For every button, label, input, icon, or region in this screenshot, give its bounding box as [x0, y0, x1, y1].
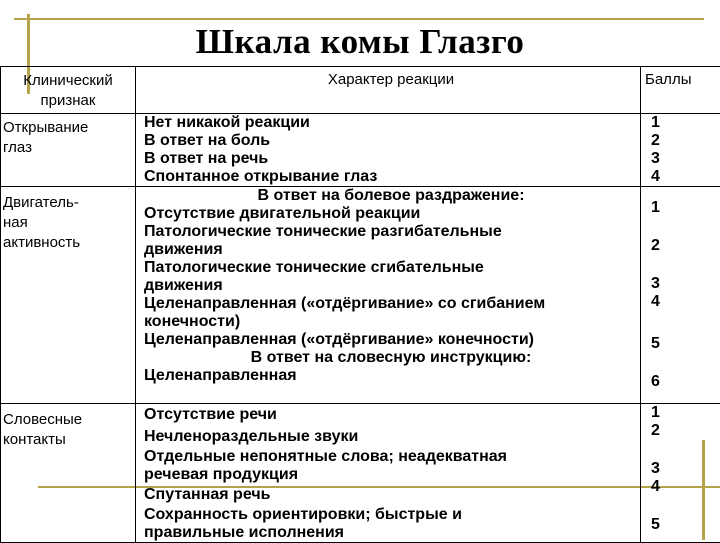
- sign-eyes: [1, 114, 136, 187]
- reaction-line: Патологические тонические разгибательные: [144, 223, 638, 241]
- sign-line: Открывание: [3, 118, 133, 138]
- reaction-line: Спонтанное открывание глаз: [144, 168, 638, 186]
- header-sign-line: признак: [3, 91, 133, 111]
- reaction-line: Спутанная речь: [144, 484, 638, 506]
- decorative-top-line: [14, 18, 704, 20]
- score-verbal: [641, 404, 720, 543]
- reaction-line: Целенаправленная: [144, 367, 638, 385]
- score-value: 1: [641, 199, 660, 217]
- reaction-line: правильные исполнения: [144, 524, 638, 542]
- sign-line: глаз: [3, 138, 133, 158]
- reaction-line: Нечленораздельные звуки: [144, 426, 638, 448]
- table-header-row: [1, 67, 720, 114]
- score-value: 2: [641, 132, 720, 150]
- sign-line: активность: [3, 233, 133, 253]
- score-value: 2: [641, 237, 660, 255]
- reaction-line: Нет никакой реакции: [144, 114, 638, 132]
- score-value: 5: [641, 516, 660, 534]
- sign-line: контакты: [3, 430, 133, 450]
- score-value: 1: [641, 404, 660, 422]
- slide-title: Шкала комы Глазго: [0, 22, 720, 62]
- reaction-line: Целенаправленная («отдёргивание» со сгибанием: [144, 295, 638, 313]
- reaction-line: Отсутствие речи: [144, 404, 638, 426]
- reaction-verbal: [136, 404, 641, 543]
- header-reaction: Характер реакции: [136, 67, 641, 114]
- score-value: 3: [641, 460, 660, 478]
- score-value: 1: [641, 114, 720, 132]
- reaction-line: конечности): [144, 313, 638, 331]
- sign-line: ная: [3, 213, 133, 233]
- score-motor: [641, 187, 720, 404]
- reaction-subheading: В ответ на словесную инструкцию:: [144, 349, 638, 367]
- table-row-verbal: [1, 404, 720, 543]
- score-value: 4: [641, 478, 660, 496]
- reaction-line: речевая продукция: [144, 466, 638, 484]
- header-sign-line: Клинический: [3, 71, 133, 91]
- reaction-line: Отдельные непонятные слова; неадекватная: [144, 448, 638, 466]
- reaction-line: Патологические тонические сгибательные: [144, 259, 638, 277]
- score-value: 4: [641, 293, 660, 311]
- score-value: 5: [641, 335, 660, 353]
- table-row-motor: [1, 187, 720, 404]
- score-value: 4: [641, 168, 720, 186]
- sign-verbal: [1, 404, 136, 543]
- glasgow-coma-scale-table: [0, 66, 720, 543]
- table-row-eyes: [1, 114, 720, 187]
- reaction-line: движения: [144, 277, 638, 295]
- reaction-line: В ответ на речь: [144, 150, 638, 168]
- sign-motor: [1, 187, 136, 404]
- reaction-line: В ответ на боль: [144, 132, 638, 150]
- sign-line: Двигатель-: [3, 193, 133, 213]
- reaction-line: Отсутствие двигательной реакции: [144, 205, 638, 223]
- score-eyes: [641, 114, 720, 187]
- score-value: 3: [641, 150, 720, 168]
- score-value: 6: [641, 373, 660, 391]
- glasgow-table-wrapper: [0, 66, 720, 543]
- reaction-eyes: [136, 114, 641, 187]
- sign-line: Словесные: [3, 410, 133, 430]
- header-sign: [1, 67, 136, 114]
- reaction-motor: [136, 187, 641, 404]
- reaction-subheading: В ответ на болевое раздражение:: [144, 187, 638, 205]
- reaction-line: движения: [144, 241, 638, 259]
- header-score: Баллы: [641, 67, 720, 114]
- score-value: 2: [641, 422, 660, 440]
- reaction-line: Сохранность ориентировки; быстрые и: [144, 506, 638, 524]
- reaction-line: Целенаправленная («отдёргивание» конечности): [144, 331, 638, 349]
- score-value: 3: [641, 275, 660, 293]
